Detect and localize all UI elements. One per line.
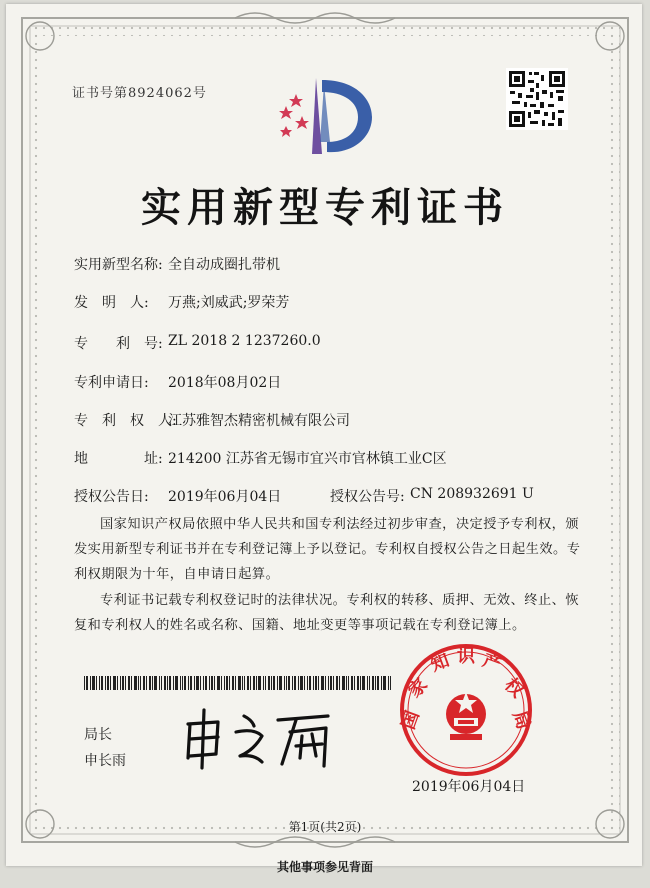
field-value-grant-date: 2019年06月04日 [168, 489, 282, 505]
footer-note: 其他事项参见背面 [276, 860, 373, 874]
field-label-grant-date: 授权公告日: [74, 489, 149, 505]
svg-text:权: 权 [500, 674, 528, 702]
page-number: 第1页(共2页) [288, 820, 362, 834]
svg-text:知: 知 [428, 649, 453, 676]
director-signature-icon [178, 706, 348, 772]
field-label-filing-date: 专利申请日: [74, 375, 149, 391]
field-value-address: 214200 江苏省无锡市宜兴市官林镇工业C区 [168, 451, 447, 467]
qr-code-icon [506, 68, 568, 130]
svg-text:国: 国 [397, 708, 424, 733]
director-title: 局长 [84, 727, 112, 743]
field-label-name: 实用新型名称: [74, 257, 163, 273]
field-label-address: 地 址: [74, 451, 163, 467]
field-value-name: 全自动成圈扎带机 [168, 257, 280, 273]
body-paragraph-2: 专利证书记载专利权登记时的法律状况。专利权的转移、质押、无效、终止、恢复和专利权人的姓名或名称、国籍、地址变更等事项记载在专利登记簿上。 [74, 593, 580, 633]
field-label-patentee: 专 利 权 人: [74, 413, 177, 429]
barcode-icon [84, 676, 394, 690]
field-value-filing-date: 2018年08月02日 [168, 375, 282, 391]
field-label-inventors: 发 明 人: [74, 295, 149, 311]
certificate-number: 证书号第8924062号 [72, 86, 207, 101]
svg-text:产: 产 [479, 649, 504, 676]
director-name: 申长雨 [84, 753, 126, 769]
field-value-announcement-number: CN 208932691 U [410, 486, 534, 502]
svg-text:局: 局 [508, 708, 535, 733]
cnipa-logo-icon [272, 72, 382, 162]
official-seal-icon [396, 640, 536, 780]
field-label-patent-number: 专 利 号: [74, 336, 163, 352]
field-value-patentee: 江苏雅智杰精密机械有限公司 [168, 413, 350, 429]
svg-text:家: 家 [404, 674, 432, 702]
field-value-patent-number: ZL 2018 2 1237260.0 [168, 333, 321, 349]
certificate-title: 实用新型专利证书 [141, 184, 509, 231]
body-paragraph-1: 国家知识产权局依照中华人民共和国专利法经过初步审查，决定授予专利权，颁发实用新型专利证书并在专利登记簿上予以登记。专利权自授权公告之日起生效。专利权期限为十年，自申请日起算。 [74, 517, 581, 582]
field-label-announcement-number: 授权公告号: [330, 489, 405, 505]
seal-date: 2019年06月04日 [412, 779, 526, 795]
field-value-inventors: 万燕;刘威武;罗荣芳 [168, 295, 290, 311]
svg-text:识: 识 [457, 646, 475, 667]
